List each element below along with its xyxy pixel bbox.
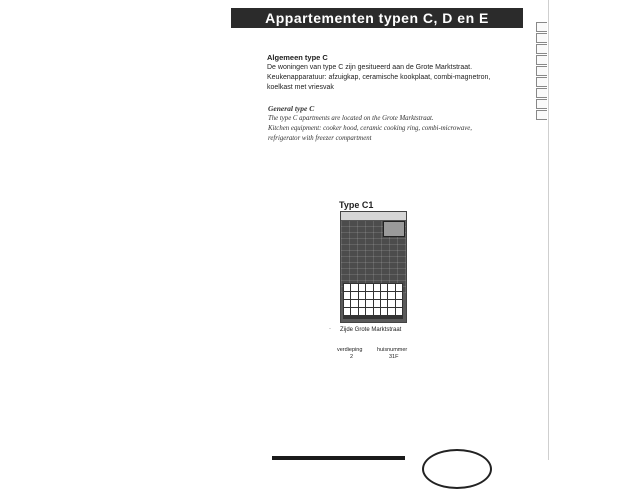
plan-type-label: Type C1 xyxy=(339,200,374,210)
next-plan-arc xyxy=(422,449,492,489)
index-tab xyxy=(536,88,547,98)
street-label: Zijde Grote Marktstraat xyxy=(340,327,402,333)
english-heading: General type C xyxy=(268,104,315,113)
page-title: Appartementen typen C, D en E xyxy=(231,8,523,28)
plan-unit-grid xyxy=(343,283,403,319)
english-description xyxy=(268,114,538,144)
floor-value: 2 xyxy=(350,354,354,360)
index-tab xyxy=(536,110,547,120)
dutch-line-1: De woningen van type C zijn gesitueerd aan de Grote Marktstraat. xyxy=(267,64,473,71)
house-number-label: huisnummer xyxy=(377,347,408,353)
english-line-1: The type C apartments are located on the Grote Marktstraat. xyxy=(268,115,434,122)
dutch-heading: Algemeen type C xyxy=(267,53,328,62)
index-tab xyxy=(536,66,547,76)
index-tab xyxy=(536,77,547,87)
plan-unit-highlight xyxy=(383,221,405,237)
index-tab xyxy=(536,99,547,109)
plan-roof-strip xyxy=(341,212,406,221)
dutch-line-2: Keukenapparatuur: afzuigkap, ceramische kookplaat, combi-magnetron, xyxy=(267,74,491,81)
english-line-3: refrigerator with freezer compartment xyxy=(268,135,372,142)
index-tab xyxy=(536,44,547,54)
next-plan-edge xyxy=(272,456,405,460)
english-line-2: Kitchen equipment: cooker hood, ceramic cooking ring, combi-microwave, xyxy=(268,125,472,132)
marker-dot: · xyxy=(329,326,331,332)
index-tab xyxy=(536,55,547,65)
dutch-line-3: koelkast met vriesvak xyxy=(267,84,334,91)
floor-label: verdieping xyxy=(337,347,363,353)
index-tab xyxy=(536,33,547,43)
building-floor-plan xyxy=(340,211,407,323)
dutch-description xyxy=(267,63,537,93)
index-tab xyxy=(536,22,547,32)
page-edge xyxy=(548,0,549,460)
house-number-value: 31F xyxy=(389,354,399,360)
